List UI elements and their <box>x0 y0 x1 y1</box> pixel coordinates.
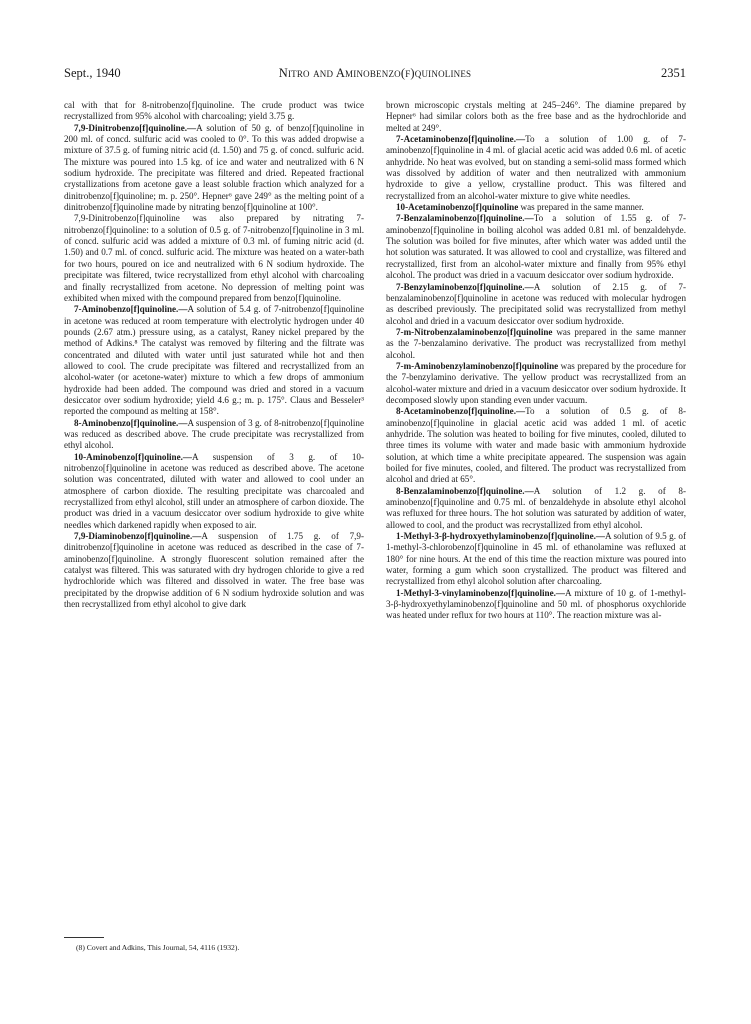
paragraph-text: A solution of 50 g. of benzo[f]quinoline in 200 ml. of concd. sulfuric acid was cooled to 0°. To this was added dropwise a mixture of 37.5 g. of fuming nitric acid (d. 1.50) and 75 g. of concd. sulfuric acid. The mixture was poured into 1.5 kg. of ice and water and neutralized with 6 N sodium hydroxide. The precipitate was filtered and dried. Repeated fractional crystallizations from acetone gave a least soluble fraction which analyzed for a dinitrobenzo[f]quinoline; m. p. 250°. Hepner⁶ gave 249° as the melting point of a dinitrobenzo[f]quinoline made by nitrating benzo[f]quinoline at 100°. <box>64 122 364 213</box>
running-title: Nitro and Aminobenzo(f)quinolines <box>278 66 472 80</box>
page-number: 2351 <box>661 66 686 80</box>
paragraph-text: A solution of 1.2 g. of 8-aminobenzo[f]quinoline and 0.75 ml. of benzaldehyde in absolute ethyl alcohol was refluxed for three hours. The hot solution was saturated by addition of water, allowed to cool, and the product was recrystallized from ethyl alcohol. <box>386 485 686 530</box>
paragraph <box>386 202 686 213</box>
paragraph-text: was prepared by the procedure for the 7-benzylamino derivative. The yellow product was recrystallized from an alcohol-water mixture and dried in a vacuum desiccator over sodium hydroxide. It decomposed slowly upon standing even under vacuum. <box>386 360 686 405</box>
issue-date: Sept., 1940 <box>64 66 121 80</box>
footnote: (8) Covert and Adkins, This Journal, 54, 4116 (1932). <box>76 943 240 952</box>
paragraph-text: A solution of 2.15 g. of 7-benzalaminobenzo[f]quinoline in acetone was reduced with molecular hydrogen as described previously. The precipitated solid was recrystallized from methyl alcohol and dried in a vacuum desiccator over sodium hydroxide. <box>386 281 686 326</box>
paragraph-heading: 7-m-Aminobenzylaminobenzo[f]quinoline <box>396 360 559 371</box>
paragraph-text: To a solution of 0.5 g. of 8-aminobenzo[f]quinoline in glacial acetic acid was added 1 ml. of acetic anhydride. The solution was heated to boiling for five minutes, cooled, diluted to three times its volume with water and made basic with ammonium hydroxide solution, at which time a white precipitate appeared. The suspension was again boiled for five minutes, cooled, and filtered. The product was recrystallized from alcohol and dried at 65°. <box>386 406 686 485</box>
paragraph <box>64 452 364 531</box>
paragraph-heading: 10-Acetaminobenzo[f]quinoline <box>396 202 519 213</box>
paragraph-heading: 7-Benzylaminobenzo[f]quinoline.— <box>396 281 534 292</box>
paragraph-heading: 7-Acetaminobenzo[f]quinoline.— <box>396 134 526 145</box>
paragraph <box>386 361 686 406</box>
paragraph <box>386 213 686 281</box>
paragraph <box>386 406 686 485</box>
paragraph <box>64 418 364 452</box>
page-header <box>64 66 686 82</box>
paragraph-text: was prepared in the same manner as the 7-benzalamino derivative. The product was recrystallized from methyl alcohol. <box>386 326 686 360</box>
paragraph <box>64 531 364 610</box>
paragraph-heading: 8-Benzalaminobenzo[f]quinoline.— <box>396 485 534 496</box>
paragraph <box>64 213 364 304</box>
left-column <box>64 100 364 610</box>
paragraph-heading: 7-Aminobenzo[f]quinoline.— <box>74 304 188 315</box>
paragraph <box>386 588 686 622</box>
footnote-divider <box>64 937 104 938</box>
paragraph-heading: 8-Acetaminobenzo[f]quinoline.— <box>396 406 526 417</box>
paragraph <box>386 486 686 531</box>
paragraph-text: To a solution of 1.00 g. of 7-aminobenzo[f]quinoline in 4 ml. of glacial acetic acid was added 0.6 ml. of acetic anhydride. No heat was evolved, but on standing a semi-solid mass formed which was dissolved by addition of water and then neutralized with ammonium hydroxide to give a yellow, crystalline product. This was filtered and recrystallized from an alcohol-water mixture to give white needles. <box>386 134 686 201</box>
paragraph-text: To a solution of 1.55 g. of 7-aminobenzo[f]quinoline in boiling alcohol was added 0.81 ml. of benzaldehyde. The solution was boiled for five minutes, after which water was added until the hot solution was saturated. It was allowed to cool and crystallize, was filtered and recrystallized, first from an alcohol-water mixture and finally from 95% ethyl alcohol. The product was dried in a vacuum desiccator over sodium hydroxide. <box>386 213 686 281</box>
paragraph-heading: 8-Aminobenzo[f]quinoline.— <box>74 417 188 428</box>
paragraph-heading: 7-Benzalaminobenzo[f]quinoline.— <box>396 213 534 224</box>
paragraph <box>386 531 686 588</box>
paragraph-text: brown microscopic crystals melting at 245–246°. The diamine prepared by Hepner⁶ had similar colors both as the free base and as the hydrochloride and melted at 249°. <box>386 100 686 133</box>
paragraph-text: cal with that for 8-nitrobenzo[f]quinoline. The crude product was twice recrystallized from 95% alcohol with charcoaling; yield 3.75 g. <box>64 100 364 122</box>
paragraph <box>386 134 686 202</box>
paragraph-text: A solution of 5.4 g. of 7-nitrobenzo[f]quinoline in acetone was reduced at room temperature with electrolytic hydrogen under 40 pounds (2.67 atm.) pressure using, as a catalyst, Raney nickel prepared by the method of Adkins.⁸ The catalyst was removed by filtering and the filtrate was concentrated and diluted with water until just saturated while hot and then allowed to cool. The crude precipitate was filtered and recrystallized from an alcohol-water (or acetone-water) mixture to which a few drops of ammonium hydroxide had been added. The compound was dried and stored in a vacuum desiccator over sodium hydroxide; yield 4.6 g.; m. p. 175°. Claus and Besseler³ reported the compound as melting at 158°. <box>64 304 364 417</box>
paragraph-heading: 1-Methyl-3-β-hydroxyethylaminobenzo[f]quinoline.— <box>396 531 605 542</box>
paragraph <box>386 100 686 134</box>
paragraph-text: A mixture of 10 g. of 1-methyl-3-β-hydroxyethylaminobenzo[f]quinoline and 50 ml. of phosphorus oxychloride was heated under reflux for two hours at 110°. The reaction mixture was al- <box>386 587 686 621</box>
paragraph-heading: 7,9-Dinitrobenzo[f]quinoline.— <box>74 122 197 133</box>
paragraph-heading: 10-Aminobenzo[f]quinoline.— <box>74 451 192 462</box>
paragraph-heading: 7,9-Diaminobenzo[f]quinoline.— <box>74 531 202 542</box>
paragraph-text: was prepared in the same manner. <box>518 202 644 213</box>
paragraph <box>386 327 686 361</box>
paragraph <box>64 304 364 417</box>
paragraph-heading: 1-Methyl-3-vinylaminobenzo[f]quinoline.— <box>396 587 565 598</box>
right-column <box>386 100 686 622</box>
paragraph-text: A solution of 9.5 g. of 1-methyl-3-chlorobenzo[f]quinoline in 45 ml. of ethanolamine was refluxed at 180° for nine hours. At the end of this time the reaction mixture was poured into water, forming a gum which soon crystallized. The product was filtered and recrystallized from ethyl alcohol solution after charcoaling. <box>386 531 686 587</box>
paragraph-text: A suspension of 3 g. of 10-nitrobenzo[f]quinoline in acetone was reduced as described above. The acetone solution was concentrated, diluted with water and allowed to cool under an atmosphere of carbon dioxide. The resulting precipitate was charcoaled and recrystallized from ethyl alcohol, still under an atmosphere of carbon dioxide. The product was dried in a vacuum desiccator over sodium hydroxide to give white needles which darkened rapidly when exposed to air. <box>64 451 364 530</box>
paragraph-text: A suspension of 3 g. of 8-nitrobenzo[f]quinoline was reduced as described above. The crude precipitate was recrystallized from ethyl alcohol. <box>64 417 364 451</box>
paragraph <box>386 282 686 327</box>
paragraph-text: A suspension of 1.75 g. of 7,9-dinitrobenzo[f]quinoline in acetone was reduced as described in the case of 7-aminobenzo[f]quinoline. A strongly fluorescent solution remained after the catalyst was filtered. This was saturated with dry hydrogen chloride to give a red hydrochloride which was filtered and dissolved in water. The free base was precipitated by the dropwise addition of 6 N sodium hydroxide solution and was then recrystallized from ethyl alcohol to give dark <box>64 531 364 610</box>
paragraph <box>64 100 364 123</box>
paragraph <box>64 123 364 214</box>
paragraph-text: 7,9-Dinitrobenzo[f]quinoline was also prepared by nitrating 7-nitrobenzo[f]quinoline: to a solution of 0.5 g. of 7-nitrobenzo[f]quinoline in 3 ml. of concd. sulfuric acid was added a mixture of 0.3 ml. of fuming nitric acid (d. 1.50) and 0.7 ml. of concd. sulfuric acid. The mixture was heated on a water-bath for two hours, poured on ice and neutralized with 6 N sodium hydroxide. The precipitate was filtered, twice recrystallized from ethyl alcohol with charcoaling and finally recrystallized from acetone. No depression of melting point was exhibited when mixed with the compound prepared from benzo[f]quinoline. <box>64 213 364 303</box>
paragraph-heading: 7-m-Nitrobenzalaminobenzo[f]quinoline <box>396 326 553 337</box>
